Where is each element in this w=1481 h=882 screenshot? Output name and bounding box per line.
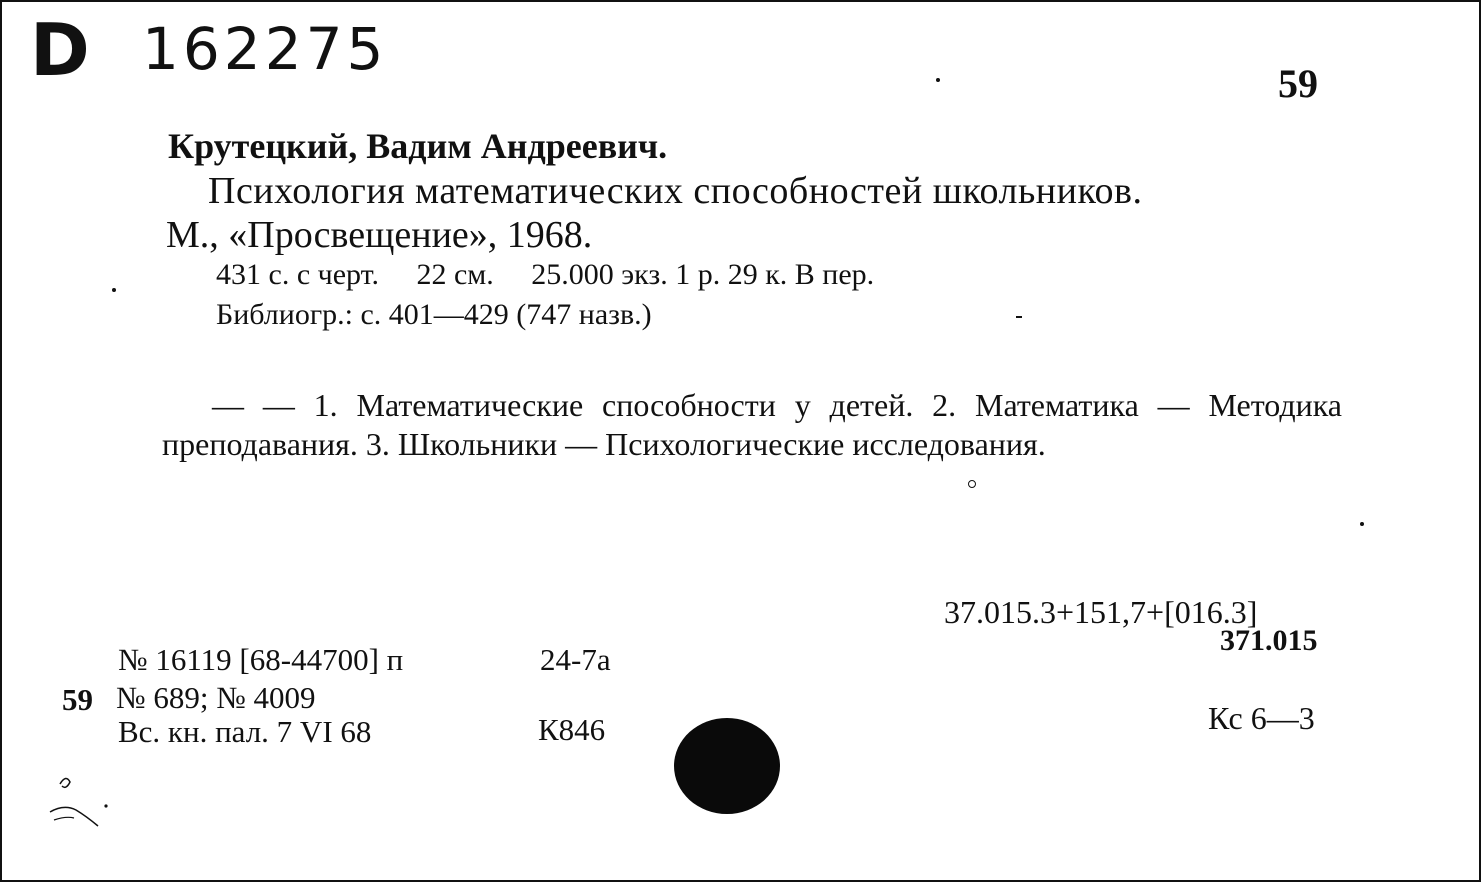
margin-number: 59: [62, 682, 93, 717]
speck-dot: [1360, 522, 1364, 526]
call-prefix: D: [30, 8, 90, 92]
classification-bbk: 371.015: [1220, 624, 1318, 657]
speck-dot: [936, 78, 940, 82]
chamber-note: Вс. кн. пал. 7 VI 68: [118, 714, 372, 749]
subject-headings: [162, 386, 1342, 464]
card-number: 59: [1278, 61, 1318, 106]
order-number: № 16119 [68-44700] п: [118, 642, 404, 677]
bibliography-note: Библиогр.: с. 401—429 (747 назв.): [216, 298, 652, 331]
register-numbers: № 689; № 4009: [116, 680, 316, 715]
physical-description: 431 с. с черт. 22 см. 25.000 экз. 1 р. 29 к. В пер.: [216, 258, 875, 291]
print-code: К846: [538, 712, 606, 747]
speck-dot: [968, 480, 976, 488]
order-code: 24-7а: [540, 642, 611, 677]
speck-dot: [112, 288, 116, 292]
speck-dash: [1016, 316, 1022, 318]
title-line-2: М., «Просвещение», 1968.: [166, 214, 593, 256]
call-number: 162275: [142, 15, 388, 83]
stamp-scribble: [46, 768, 116, 832]
author-heading: Крутецкий, Вадим Андреевич.: [168, 126, 668, 166]
subject-headings-text: — — 1. Математические способности у детей. 2. Математика — Методика преподавания. 3. Школьники — Психологические исследования.: [162, 387, 1342, 462]
title-line-1: Психология математических способностей школьников.: [208, 170, 1143, 212]
catalog-code: Кс 6—3: [1208, 700, 1315, 736]
classification-udc: 37.015.3+151,7+[016.3]: [944, 594, 1258, 630]
card-punch-hole: [674, 718, 780, 814]
